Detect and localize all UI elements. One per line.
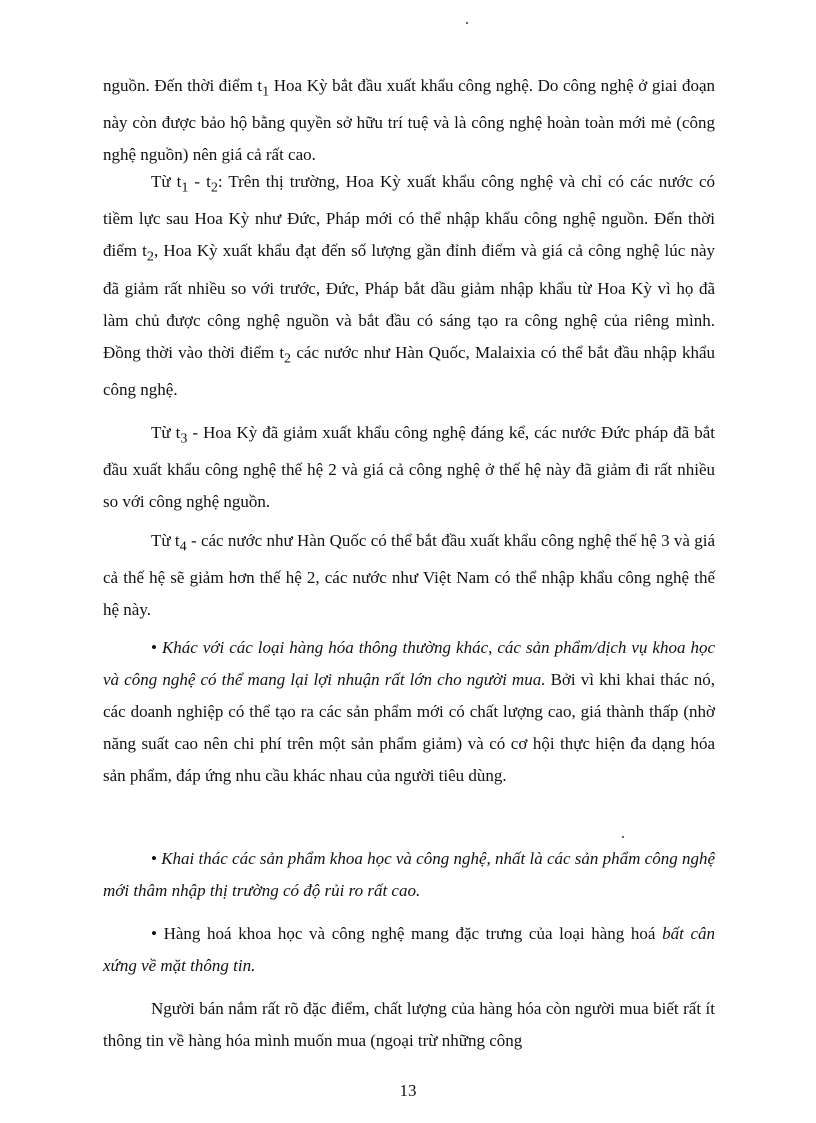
text-run: - t <box>188 172 211 191</box>
text-run: : Trên thị trường, Hoa Kỳ xuất khẩu công nghệ và chỉ có các nước có tiềm lực sau Hoa Kỳ như Đức, Pháp mới có thể nhập khẩu công nghệ nguồn. Đến thời điểm t <box>103 172 715 261</box>
text-run: • <box>151 849 162 868</box>
paragraph-seller-buyer <box>103 993 715 1057</box>
text-run: Bởi vì khi khai thác nó, các doanh nghiệp có thể tạo ra các sản phẩm mới có chất lượng cao, giá thành thấp (nhờ năng suất cao nên chi phí trên một sản phẩm giảm) và có cơ hội thực hiện đa dạng hóa sản phẩm, đáp ứng nhu cầu khác nhau của người tiêu dùng. <box>103 670 715 785</box>
subscript: 2 <box>146 248 154 265</box>
text-run: • Hàng hoá khoa học và công nghệ mang đặc trưng của loại hàng hoá <box>151 924 663 943</box>
text-run: Từ t <box>151 531 180 550</box>
text-run: • <box>151 638 162 657</box>
text-run: , Hoa Kỳ xuất khẩu đạt đến số lượng gần đỉnh điểm và giá cả công nghệ lúc này đã giảm rất nhiều so với trước, Đức, Pháp bắt dầu giảm nhập khẩu từ Hoa Kỳ vì họ đã làm chủ được công nghệ nguồn và bắt đầu có sáng tạo ra công nghệ của riêng mình. Đồng thời vào thời điểm t <box>103 241 716 362</box>
scan-speck <box>466 22 468 24</box>
text-run: Từ t <box>151 172 182 191</box>
subscript: 3 <box>180 430 188 447</box>
bullet-risk <box>103 843 715 907</box>
italic-text: Khác với các loại hàng hóa thông thường khác, các sản phẩm/dịch vụ khoa học và công nghệ có thể mang lại lợi nhuận rất lớn cho người mua. <box>103 638 716 689</box>
subscript: 1 <box>262 83 270 100</box>
text-run: nguồn. Đến thời điểm t <box>103 76 263 95</box>
paragraph-t1-t2 <box>103 166 715 406</box>
paragraph-t3 <box>103 417 715 518</box>
bullet-information-asymmetry <box>103 918 715 982</box>
text-run: - các nước như Hàn Quốc có thể bắt đầu xuất khẩu công nghệ thế hệ 3 và giá cả thế hệ sẽ giảm hơn thế hệ 2, các nước như Việt Nam có thể nhập khẩu công nghệ thế hệ này. <box>103 531 715 620</box>
paragraph-continued <box>103 70 715 171</box>
text-run: Từ t <box>151 423 181 442</box>
italic-text: Khai thác các sản phẩm khoa học và công nghệ, nhất là các sản phẩm công nghệ mới thâm nhập thị trường có độ rủi ro rất cao. <box>103 849 716 900</box>
paragraph-t4 <box>103 525 715 626</box>
scan-speck <box>622 836 624 838</box>
bullet-profit <box>103 632 715 792</box>
subscript: 1 <box>181 179 189 196</box>
subscript: 2 <box>284 350 292 367</box>
text-run: các nước như Hàn Quốc, Malaixia có thể bắt đầu nhập khẩu công nghệ. <box>103 342 715 400</box>
italic-text: bất cân xứng về mặt thông tin. <box>103 924 715 975</box>
text-run: Người bán nắm rất rõ đặc điểm, chất lượng của hàng hóa còn người mua biết rất ít thông tin về hàng hóa mình muốn mua (ngoại trừ những công <box>103 999 715 1050</box>
subscript: 2 <box>210 179 218 196</box>
text-run: - Hoa Kỳ đã giảm xuất khẩu công nghệ đáng kể, các nước Đức pháp đã bắt đầu xuất khẩu công nghệ thế hệ 2 và giá cả công nghệ ở thế hệ này đã giảm đi rất nhiều so với công nghệ nguồn. <box>103 423 715 512</box>
text-run: Hoa Kỳ bắt đầu xuất khẩu công nghệ. Do công nghệ ở giai đoạn này còn được bảo hộ bằng quyền sở hữu trí tuệ và là công nghệ hoàn toàn mới mẻ (công nghệ nguồn) nên giá cả rất cao. <box>103 76 715 165</box>
page-number: 13 <box>399 1081 417 1100</box>
subscript: 4 <box>179 538 187 555</box>
